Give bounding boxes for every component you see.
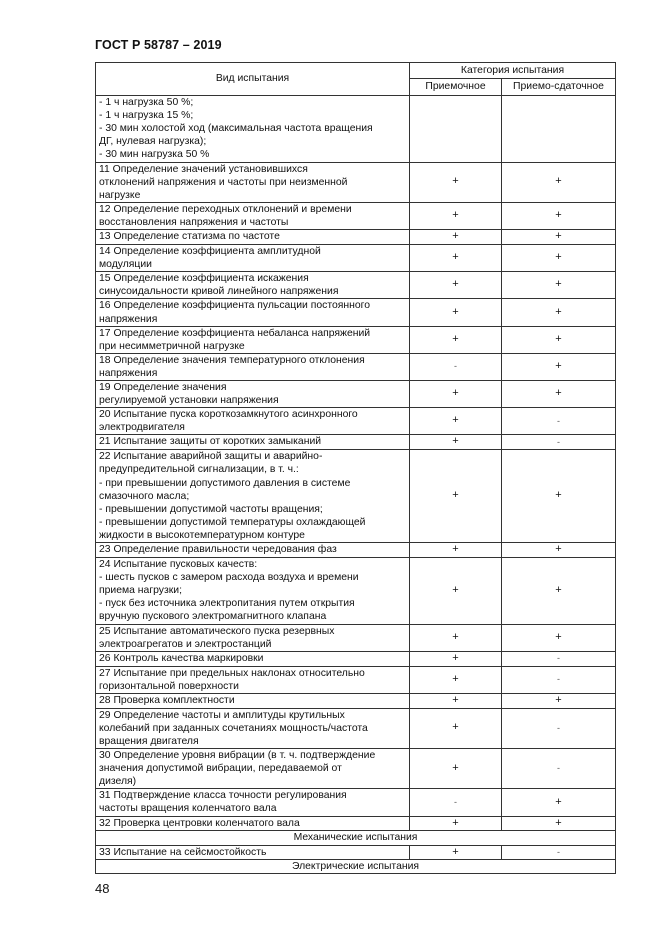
acceptance-mark: +	[410, 408, 502, 435]
test-description: 32 Проверка центровки коленчатого вала	[96, 816, 410, 831]
acceptance-mark: +	[410, 708, 502, 748]
acceptance-mark: -	[410, 353, 502, 380]
handover-mark: +	[502, 326, 616, 353]
acceptance-mark: +	[410, 845, 502, 860]
table-row	[96, 708, 616, 748]
handover-mark: -	[502, 666, 616, 693]
test-description: - 1 ч нагрузка 50 %; - 1 ч нагрузка 15 %; - 30 мин холостой ход (максимальная частота вращения ДГ, нулевая нагрузка); - 30 мин нагрузка 50 %	[96, 96, 410, 163]
test-description: 27 Испытание при предельных наклонах относительно горизонтальной поверхности	[96, 666, 410, 693]
table-row	[96, 353, 616, 380]
test-description: 30 Определение уровня вибрации (в т. ч. подтверждение значения допустимой вибрации, передаваемой от дизеля)	[96, 749, 410, 789]
acceptance-mark: +	[410, 666, 502, 693]
table-row	[96, 624, 616, 651]
table-row	[96, 96, 616, 163]
table-row	[96, 381, 616, 408]
header-test-type: Вид испытания	[96, 63, 410, 96]
table-row	[96, 162, 616, 202]
handover-mark: -	[502, 651, 616, 666]
handover-mark: +	[502, 202, 616, 229]
header-test-category: Категория испытания	[410, 63, 616, 79]
acceptance-mark: +	[410, 816, 502, 831]
document-header: ГОСТ Р 58787 – 2019	[95, 38, 222, 52]
test-description: 22 Испытание аварийной защиты и аварийно- предупредительной сигнализации, в т. ч.: - при превышении допустимого давления в системе смазочного масла; - превышении допустимой частоты вращения; - превышении допустимой температуры охлаждающей жидкости в высокотемпературном контуре	[96, 450, 410, 543]
section-row	[96, 831, 616, 845]
handover-mark: -	[502, 408, 616, 435]
acceptance-mark: -	[410, 789, 502, 816]
acceptance-mark: +	[410, 435, 502, 450]
handover-mark: +	[502, 693, 616, 708]
test-description: 26 Контроль качества маркировки	[96, 651, 410, 666]
handover-mark: +	[502, 299, 616, 326]
handover-mark: +	[502, 816, 616, 831]
test-description: 23 Определение правильности чередования фаз	[96, 543, 410, 558]
handover-mark: +	[502, 162, 616, 202]
acceptance-mark: +	[410, 450, 502, 543]
test-description: 31 Подтверждение класса точности регулирования частоты вращения коленчатого вала	[96, 789, 410, 816]
acceptance-mark: +	[410, 543, 502, 558]
handover-mark: +	[502, 789, 616, 816]
page-number: 48	[95, 881, 110, 896]
acceptance-mark: +	[410, 749, 502, 789]
table-row	[96, 789, 616, 816]
handover-mark: +	[502, 272, 616, 299]
acceptance-mark: +	[410, 693, 502, 708]
test-description: 13 Определение статизма по частоте	[96, 230, 410, 245]
handover-mark: +	[502, 450, 616, 543]
handover-mark: -	[502, 708, 616, 748]
test-description: 33 Испытание на сейсмостойкость	[96, 845, 410, 860]
test-description: 14 Определение коэффициента амплитудной модуляции	[96, 244, 410, 271]
handover-mark: +	[502, 230, 616, 245]
header-acceptance: Приемочное	[410, 79, 502, 96]
table-row	[96, 666, 616, 693]
acceptance-mark: +	[410, 299, 502, 326]
table-row	[96, 299, 616, 326]
handover-mark: +	[502, 624, 616, 651]
table-row	[96, 845, 616, 860]
table-row	[96, 408, 616, 435]
handover-mark: -	[502, 749, 616, 789]
test-category-table	[95, 62, 616, 874]
handover-mark: +	[502, 381, 616, 408]
acceptance-mark: +	[410, 272, 502, 299]
handover-mark: -	[502, 435, 616, 450]
test-description: 24 Испытание пусковых качеств: - шесть пусков с замером расхода воздуха и времени приема нагрузки; - пуск без источника электропитания путем открытия вручную пускового электромагнитного клапана	[96, 557, 410, 624]
table-row	[96, 557, 616, 624]
table-row	[96, 272, 616, 299]
acceptance-mark	[410, 96, 502, 163]
table-row	[96, 651, 616, 666]
acceptance-mark: +	[410, 230, 502, 245]
acceptance-mark: +	[410, 624, 502, 651]
handover-mark: -	[502, 845, 616, 860]
test-description: 25 Испытание автоматического пуска резервных электроагрегатов и электростанций	[96, 624, 410, 651]
acceptance-mark: +	[410, 557, 502, 624]
acceptance-mark: +	[410, 202, 502, 229]
table-row	[96, 202, 616, 229]
handover-mark	[502, 96, 616, 163]
test-description: 19 Определение значения регулируемой установки напряжения	[96, 381, 410, 408]
test-description: 18 Определение значения температурного отклонения напряжения	[96, 353, 410, 380]
table-row	[96, 326, 616, 353]
table-row	[96, 749, 616, 789]
test-description: 16 Определение коэффициента пульсации постоянного напряжения	[96, 299, 410, 326]
handover-mark: +	[502, 543, 616, 558]
handover-mark: +	[502, 353, 616, 380]
test-description: 28 Проверка комплектности	[96, 693, 410, 708]
acceptance-mark: +	[410, 162, 502, 202]
test-description: 11 Определение значений установившихся отклонений напряжения и частоты при неизменной нагрузке	[96, 162, 410, 202]
test-description: 29 Определение частоты и амплитуды крутильных колебаний при заданных сочетаниях мощность/частота вращения двигателя	[96, 708, 410, 748]
table-row	[96, 450, 616, 543]
acceptance-mark: +	[410, 651, 502, 666]
test-description: 20 Испытание пуска короткозамкнутого асинхронного электродвигателя	[96, 408, 410, 435]
table-row	[96, 244, 616, 271]
table-row	[96, 816, 616, 831]
acceptance-mark: +	[410, 326, 502, 353]
test-description: 15 Определение коэффициента искажения синусоидальности кривой линейного напряжения	[96, 272, 410, 299]
test-description: 21 Испытание защиты от коротких замыканий	[96, 435, 410, 450]
table-row	[96, 693, 616, 708]
table-row	[96, 230, 616, 245]
header-handover: Приемо-сдаточное	[502, 79, 616, 96]
handover-mark: +	[502, 244, 616, 271]
section-row	[96, 860, 616, 874]
section-title: Механические испытания	[96, 831, 616, 845]
table-row	[96, 543, 616, 558]
acceptance-mark: +	[410, 244, 502, 271]
section-title: Электрические испытания	[96, 860, 616, 874]
table-body	[96, 96, 616, 874]
handover-mark: +	[502, 557, 616, 624]
acceptance-mark: +	[410, 381, 502, 408]
test-description: 17 Определение коэффициента небаланса напряжений при несимметричной нагрузке	[96, 326, 410, 353]
table-row	[96, 435, 616, 450]
test-description: 12 Определение переходных отклонений и времени восстановления напряжения и частоты	[96, 202, 410, 229]
